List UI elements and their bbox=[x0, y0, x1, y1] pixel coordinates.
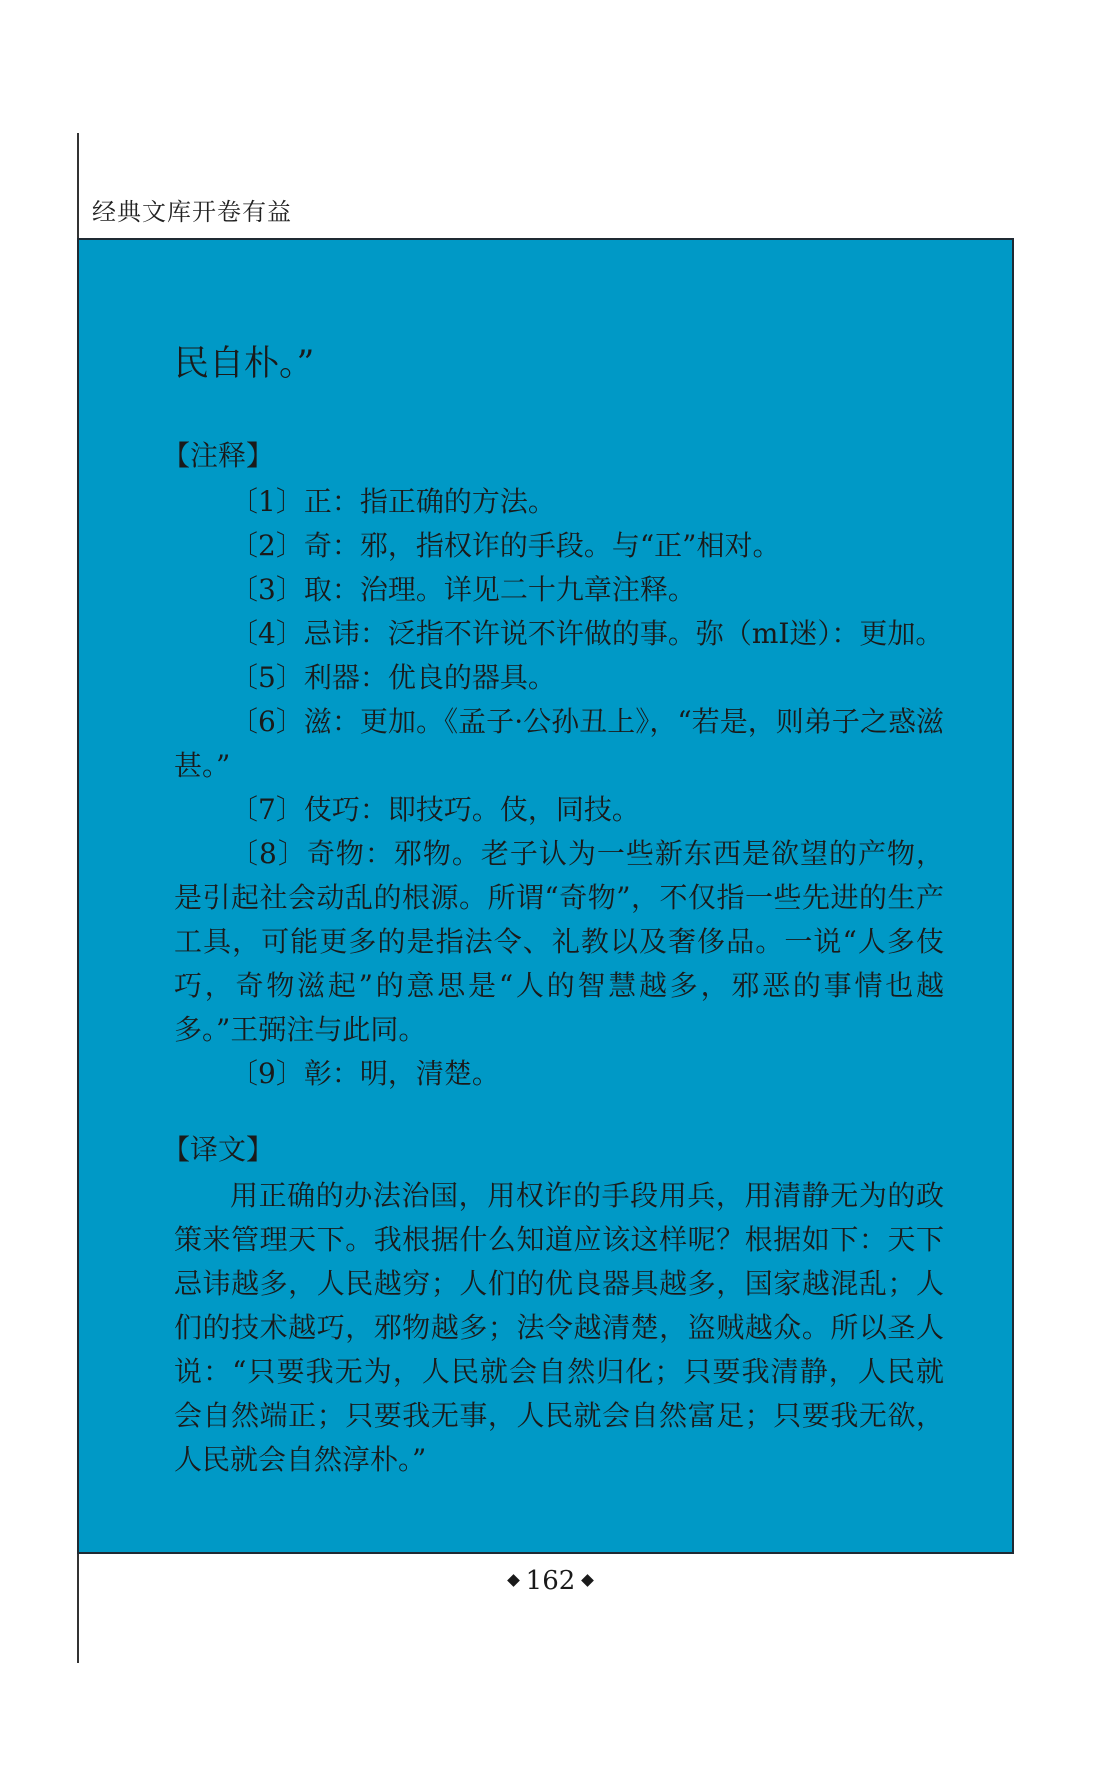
translation-block bbox=[174, 1174, 944, 1482]
running-header: 经典文库开卷有益 bbox=[92, 198, 292, 226]
translation-paragraph: 用正确的办法治国，用权诈的手段用兵，用清静无为的政策来管理天下。我根据什么知道应该这样呢？根据如下：天下忌讳越多，人民越穷；人们的优良器具越多，国家越混乱；人们的技术越巧，邪物越多；法令越清楚，盗贼越众。所以圣人说：“只要我无为，人民就会自然归化；只要我清静，人民就会自然端正；只要我无事，人民就会自然富足；只要我无欲，人民就会自然淳朴。” bbox=[174, 1179, 944, 1476]
page-number bbox=[0, 1566, 1101, 1596]
note-item-8: 〔8〕奇物：邪物。老子认为一些新东西是欲望的产物，是引起社会动乱的根源。所谓“奇物”，不仅指一些先进的生产工具，可能更多的是指法令、礼教以及奢侈品。一说“人多伎巧，奇物滋起”的意思是“人的智慧越多，邪恶的事情也越多。”王弼注与此同。 bbox=[174, 837, 944, 1046]
note-item-3: 〔3〕取：治理。详见二十九章注释。 bbox=[230, 573, 696, 606]
notes-title: 【注释】 bbox=[162, 439, 275, 472]
note-item-1: 〔1〕正：指正确的方法。 bbox=[230, 485, 556, 518]
diamond-right-icon bbox=[581, 1574, 594, 1587]
lead-text: 民自朴。” bbox=[174, 344, 315, 384]
note-item-5: 〔5〕利器：优良的器具。 bbox=[230, 661, 556, 694]
diamond-left-icon bbox=[507, 1574, 520, 1587]
page-number-text: 162 bbox=[525, 1566, 576, 1596]
note-item-7: 〔7〕伎巧：即技巧。伎，同技。 bbox=[230, 793, 640, 826]
note-item-9: 〔9〕彰：明，清楚。 bbox=[230, 1057, 500, 1090]
content-box bbox=[77, 238, 1014, 1554]
note-item-2: 〔2〕奇：邪，指权诈的手段。与“正”相对。 bbox=[230, 529, 781, 562]
notes-list bbox=[174, 480, 944, 1096]
translation-title: 【译文】 bbox=[162, 1133, 275, 1166]
note-item-6: 〔6〕滋：更加。《孟子·公孙丑上》，“若是，则弟子之惑滋甚。” bbox=[174, 705, 944, 782]
note-item-4: 〔4〕忌讳：泛指不许说不许做的事。弥（mI迷）：更加。 bbox=[230, 617, 944, 650]
